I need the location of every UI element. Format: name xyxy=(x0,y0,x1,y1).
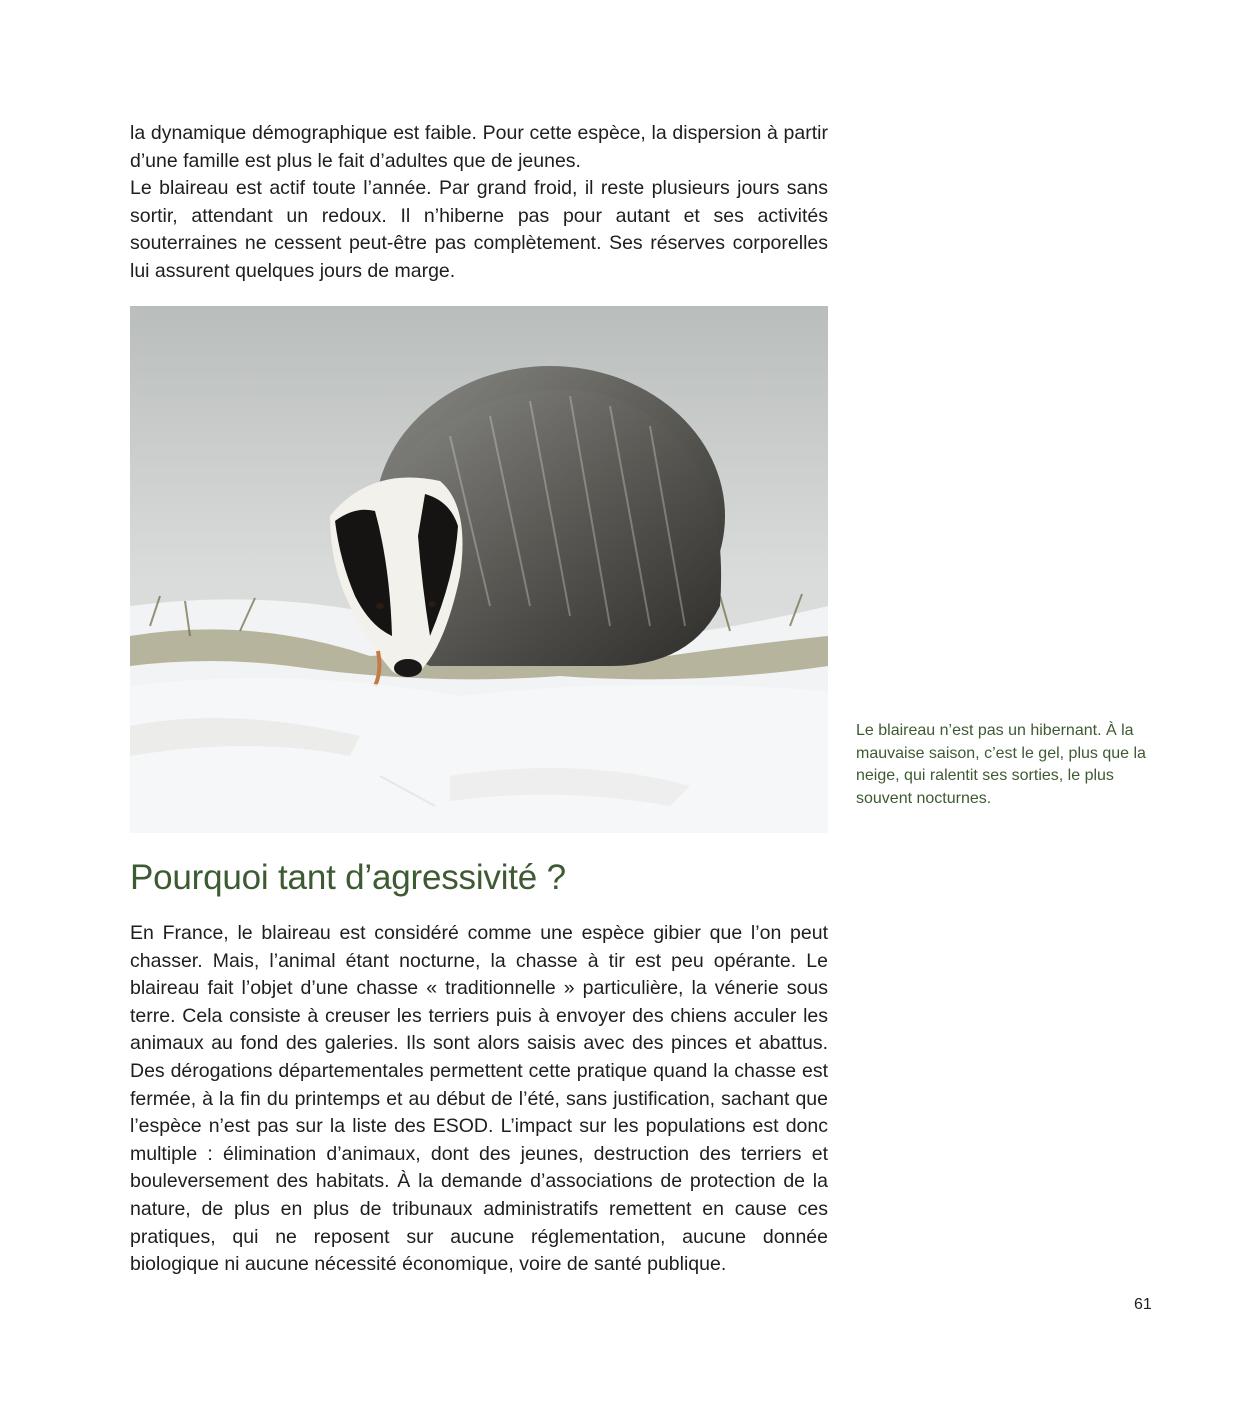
intro-paragraph-2: Le blaireau est actif toute l’année. Par grand froid, il reste plusieurs jours sans sortir, attendant un redoux. Il n’hiberne pas pour autant et ses activités souterraines ne cessent peut-être pas complètement. Ses réserves corporelles lui assurent quelques jours de marge. xyxy=(130,177,828,282)
section-body: En France, le blaireau est considéré comme une espèce gibier que l’on peut chasser. Mais, l’animal étant nocturne, la chasse à tir est peu opérante. Le blaireau fait l’objet d’une chasse « traditionnelle » particulière, la vénerie sous terre. Cela consiste à creuser les terriers puis à envoyer des chiens acculer les animaux au fond des galeries. Ils sont alors saisis avec des pinces et abattus. Des dérogations départementales permettent cette pratique quand la chasse est fermée, à la fin du printemps et au début de l’été, sans justification, sachant que l’espèce n’est pas sur la liste des ESOD. L’impact sur les populations est donc multiple : élimination d’animaux, dont des jeunes, destruction des terriers et bouleversement des habitats. À la demande d’associations de protection de la nature, de plus en plus de tribunaux administratifs remettent en cause ces pratiques, qui ne reposent sur aucune réglementation, aucune donnée biologique ni aucune nécessité économique, voire de santé publique. xyxy=(130,922,828,1276)
badger-photo xyxy=(130,306,828,833)
page-number: 61 xyxy=(1134,1296,1152,1313)
intro-text xyxy=(130,120,828,286)
photo-caption: Le blaireau n’est pas un hibernant. À la mauvaise saison, c’est le gel, plus que la neige, qui ralentit ses sorties, le plus souvent nocturnes. xyxy=(856,722,1146,807)
intro-paragraph-1: la dynamique démographique est faible. Pour cette espèce, la dispersion à partir d’une famille est plus le fait d’adultes que de jeunes. xyxy=(130,122,828,172)
section-heading: Pourquoi tant d’agressivité ? xyxy=(130,858,566,897)
badger-illustration xyxy=(130,306,828,833)
